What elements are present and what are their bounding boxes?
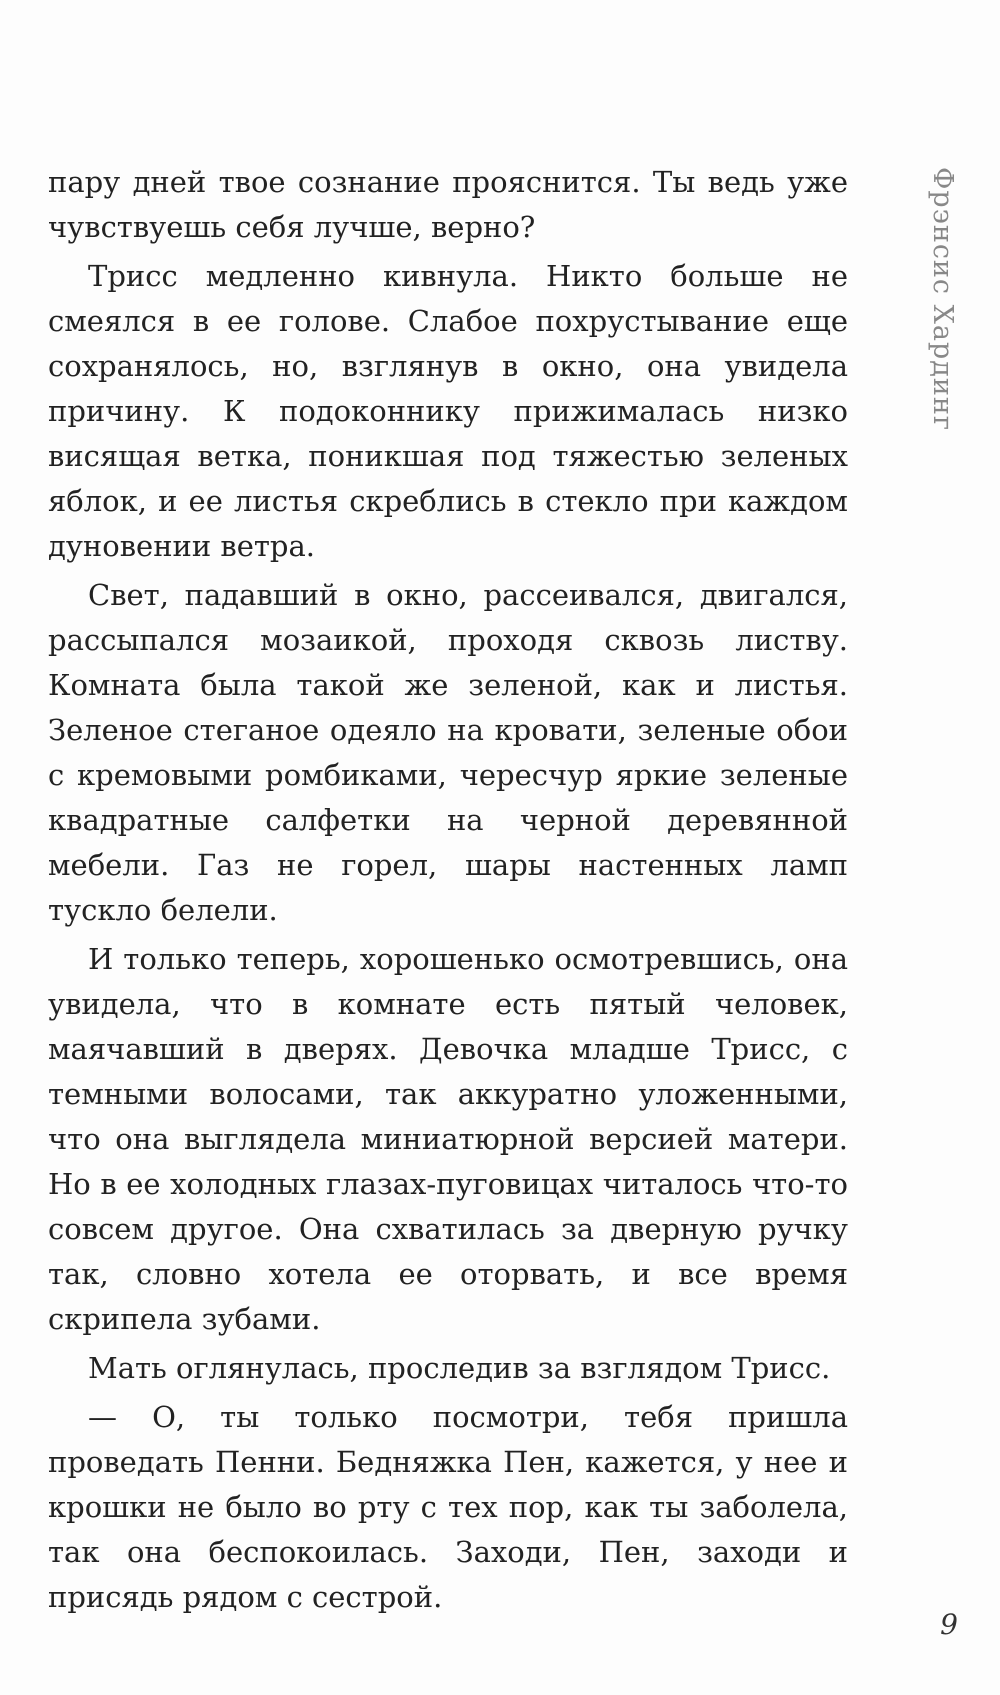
body-text — [48, 160, 848, 1620]
paragraph-2: Трисс медленно кивнула. Никто больше не смеялся в ее голове. Слабое похрустывание еще сохранялось, но, взглянув в окно, она увидела причину. К подоконнику прижималась низко висящая ветка, поникшая под тяжестью зеленых яблок, и ее листья скреблись в стекло при каждом дуновении ветра. — [48, 259, 848, 563]
paragraph-5: Мать оглянулась, проследив за взглядом Трисс. — [88, 1351, 831, 1385]
paragraph-6: — О, ты только посмотри, тебя пришла проведать Пенни. Бедняжка Пен, кажется, у нее и крошки не было во рту с тех пор, как ты заболела, так она беспокоилась. Заходи, Пен, заходи и присядь рядом с сестрой. — [48, 1400, 848, 1614]
paragraph-4: И только теперь, хорошенько осмотревшись, она увидела, что в комнате есть пятый человек, маячавший в дверях. Девочка младше Трисс, с темными волосами, так аккуратно уложенными, что она выглядела миниатюрной версией матери. Но в ее холодных глазах-пуговицах читалось что-то совсем другое. Она схватилась за дверную ручку так, словно хотела ее оторвать, и все время скрипела зубами. — [48, 942, 848, 1336]
paragraph-1: пару дней твое сознание прояснится. Ты ведь уже чувствуешь себя лучше, верно? — [48, 165, 848, 244]
running-head-author: Фрэнсис Хардинг — [927, 167, 958, 431]
page-number: 9 — [940, 1608, 958, 1641]
paragraph-3: Свет, падавший в окно, рассеивался, двигался, рассыпался мозаикой, проходя сквозь листву. Комната была такой же зеленой, как и листья. Зеленое стеганое одеяло на кровати, зеленые обои с кремовыми ромбиками, чересчур яркие зеленые квадратные салфетки на черной деревянной мебели. Газ не горел, шары настенных ламп тускло белели. — [48, 578, 848, 927]
